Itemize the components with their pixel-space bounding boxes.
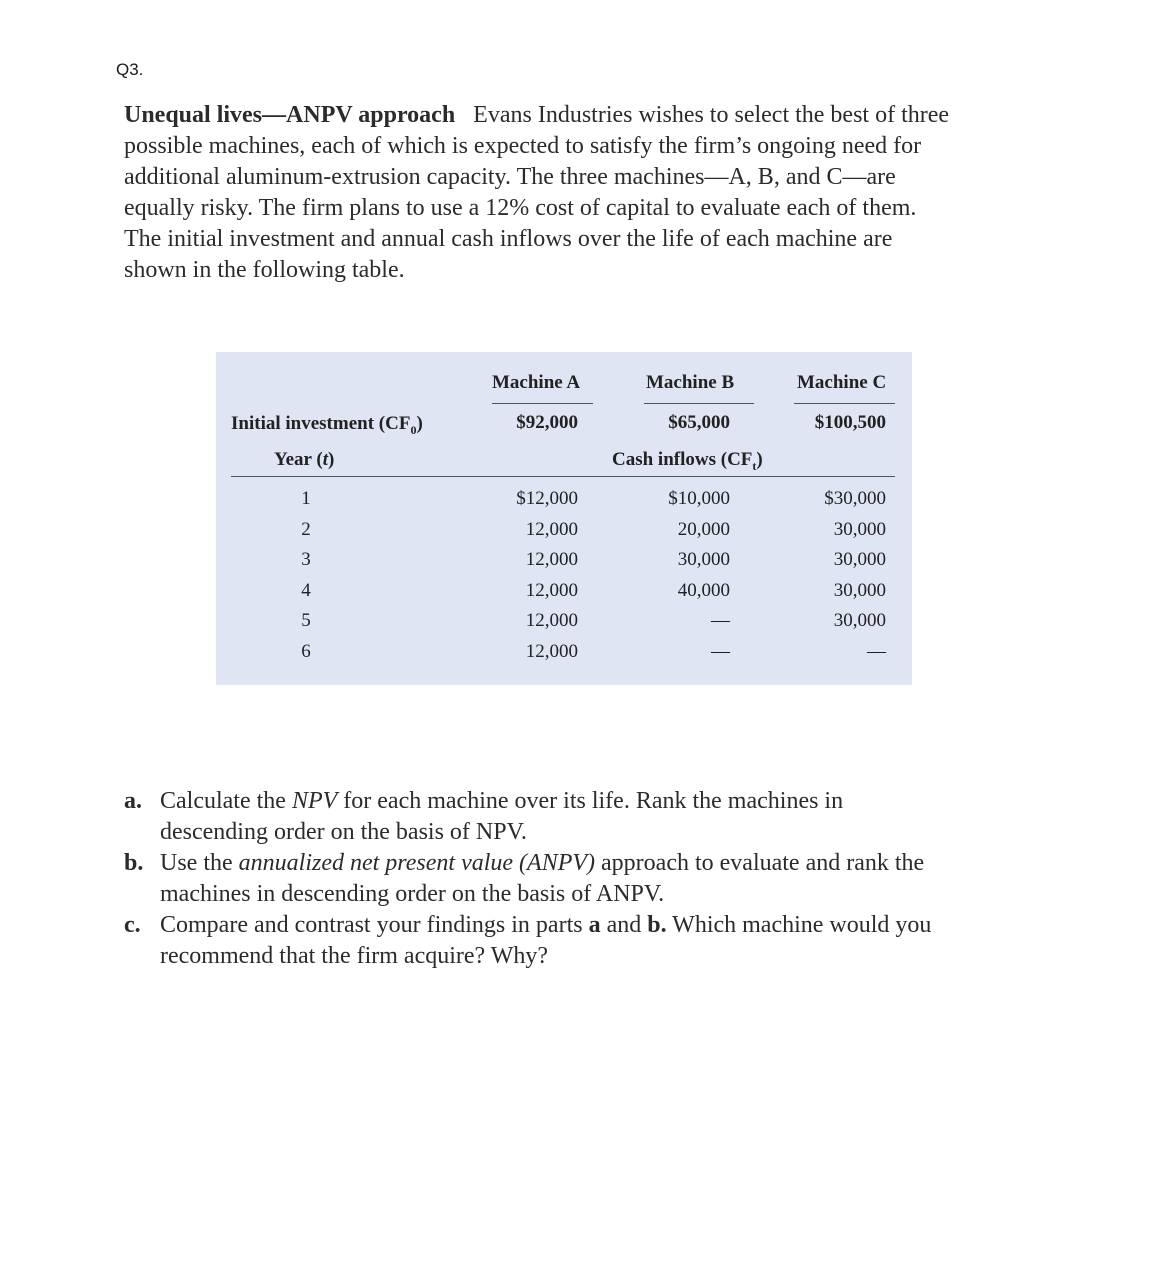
question-b-label: b.	[124, 850, 144, 876]
initial-investment-a: $92,000	[516, 412, 578, 433]
header-rule-b	[644, 403, 754, 404]
intro-line-2: possible machines, each of which is expected to satisfy the firm’s ongoing need for	[124, 133, 922, 159]
inflows-rule	[231, 476, 895, 477]
year-cell: 6	[301, 640, 311, 662]
machine-b-cell: —	[711, 640, 730, 662]
question-a-line-1: Calculate the NPV for each machine over its life. Rank the machines in	[160, 788, 844, 814]
machine-a-cell: 12,000	[525, 579, 578, 601]
machine-b-cell: 30,000	[677, 549, 730, 570]
header-rule-a	[492, 403, 593, 404]
question-b	[124, 848, 1024, 910]
year-cell: 5	[301, 610, 311, 631]
machine-c-cell: —	[867, 640, 886, 662]
machine-a-cell: 12,000	[525, 640, 578, 662]
year-cell: 2	[301, 518, 311, 540]
question-c	[124, 910, 1024, 972]
question-a-line-2: descending order on the basis of NPV.	[160, 819, 527, 845]
machine-b-cell: —	[711, 610, 730, 631]
machine-c-header: Machine C	[797, 372, 887, 393]
machine-a-cell: 12,000	[525, 549, 578, 570]
year-cell: 4	[301, 579, 311, 601]
intro-line-3: additional aluminum-extrusion capacity. The three machines—A, B, and C—are	[124, 164, 896, 190]
question-number: Q3.	[116, 60, 144, 79]
machine-a-cell: 12,000	[525, 610, 578, 631]
machine-c-cell: 30,000	[833, 579, 886, 601]
question-b-line-2: machines in descending order on the basis of ANPV.	[160, 881, 665, 907]
question-c-line-2: recommend that the firm acquire? Why?	[160, 943, 549, 969]
intro-line-6: shown in the following table.	[124, 257, 405, 283]
intro-text: Evans Industries wishes to select the best of three	[473, 102, 950, 128]
question-list	[124, 786, 1024, 972]
cash-inflows-label: Cash inflows $(CF_t)$	[612, 449, 763, 473]
problem-intro	[124, 100, 1024, 286]
question-b-line-1: Use the annualized net present value (ANPV) approach to evaluate and rank the	[160, 850, 925, 876]
question-c-line-1: Compare and contrast your findings in parts a and b. Which machine would you	[160, 912, 932, 938]
year-cell: 1	[301, 488, 311, 509]
initial-investment-c: $100,500	[814, 412, 886, 433]
question-c-label: c.	[124, 912, 141, 938]
machine-c-cell: $30,000	[824, 488, 886, 509]
machine-a-cell: $12,000	[516, 488, 578, 509]
intro-line-1	[124, 100, 1024, 131]
machine-b-cell: $10,000	[668, 488, 730, 509]
year-cell: 3	[301, 549, 311, 570]
initial-investment-b: $65,000	[668, 412, 730, 433]
machine-b-header: Machine B	[646, 372, 735, 393]
question-a	[124, 786, 1024, 848]
cash-flow-table	[216, 352, 912, 685]
header-rule-c	[794, 403, 895, 404]
machine-c-cell: 30,000	[833, 610, 886, 631]
question-a-label: a.	[124, 788, 142, 814]
intro-line-5: The initial investment and annual cash inflows over the life of each machine are	[124, 226, 893, 252]
machine-c-cell: 30,000	[833, 549, 886, 570]
intro-line-4: equally risky. The firm plans to use a 12% cost of capital to evaluate each of them.	[124, 195, 917, 221]
machine-b-cell: 40,000	[677, 579, 730, 601]
machine-b-cell: 20,000	[677, 518, 730, 540]
year-label: Year (t)	[274, 449, 335, 470]
problem-title: Unequal lives—ANPV approach	[124, 102, 456, 128]
machine-a-header: Machine A	[492, 372, 581, 393]
machine-a-cell: 12,000	[525, 518, 578, 540]
machine-c-cell: 30,000	[833, 518, 886, 540]
initial-investment-label: Initial investment $(CF_0)$	[231, 413, 423, 437]
